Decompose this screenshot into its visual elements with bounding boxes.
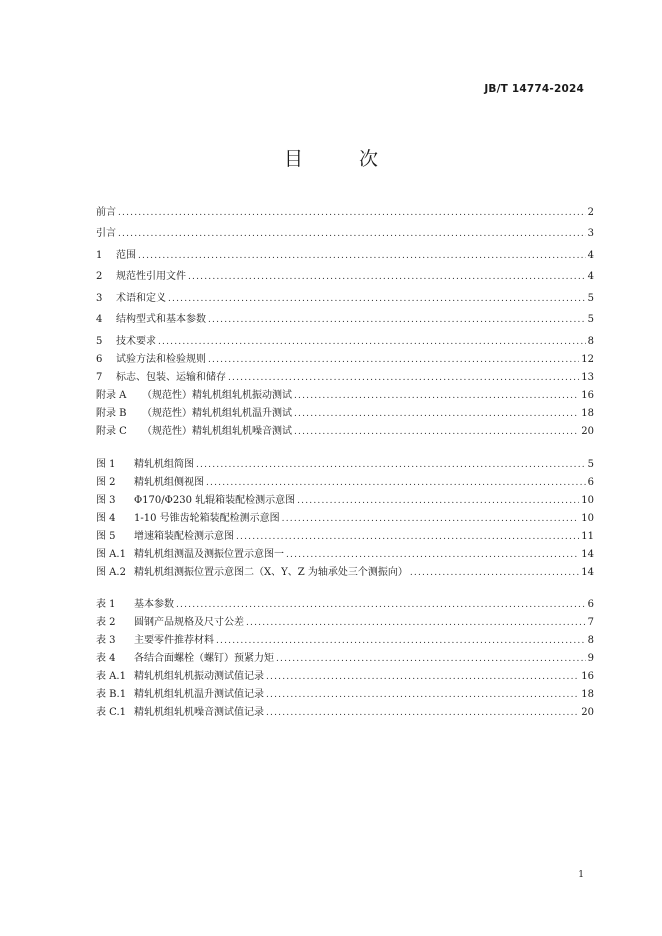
toc-leader-dots bbox=[228, 373, 579, 383]
toc-leader-dots bbox=[208, 355, 579, 365]
toc-entry-page: 3 bbox=[587, 228, 594, 239]
toc-leader-dots bbox=[266, 708, 579, 718]
toc-entry[interactable] bbox=[96, 560, 594, 578]
toc-entry[interactable] bbox=[96, 325, 594, 347]
toc-entry-number: 5 bbox=[96, 335, 103, 347]
toc-entry-number: 图 A.1 bbox=[96, 549, 126, 560]
toc-entry[interactable] bbox=[96, 347, 594, 365]
toc-leader-dots bbox=[158, 337, 586, 347]
toc-entry[interactable] bbox=[96, 261, 594, 283]
toc-entry-label: 精轧机组测振位置示意图二（X、Y、Z 为轴承处三个测振向） bbox=[134, 567, 408, 578]
toc-leader-dots bbox=[208, 315, 586, 325]
toc-entry-page: 4 bbox=[587, 271, 594, 282]
toc-entry[interactable] bbox=[96, 610, 594, 628]
toc-entry[interactable] bbox=[96, 506, 594, 524]
toc-leader-dots bbox=[206, 478, 586, 488]
toc-entry-page: 18 bbox=[581, 407, 594, 419]
toc-entry[interactable] bbox=[96, 365, 594, 383]
toc-leader-dots bbox=[188, 272, 586, 282]
toc-leader-dots bbox=[216, 636, 586, 646]
toc-entry-page: 18 bbox=[581, 689, 594, 700]
toc-entry-number: 表 3 bbox=[96, 635, 116, 646]
toc-leader-dots bbox=[118, 208, 586, 218]
toc-entry-label: 基本参数 bbox=[134, 599, 174, 610]
toc-entry[interactable] bbox=[96, 196, 594, 218]
toc-entry-number: 表 B.1 bbox=[96, 689, 127, 700]
toc-entry-label: 精轧机组侧视图 bbox=[134, 477, 204, 488]
toc-entry-page: 6 bbox=[587, 477, 594, 488]
toc-entry[interactable] bbox=[96, 470, 594, 488]
toc-entry[interactable] bbox=[96, 304, 594, 326]
toc-entry[interactable] bbox=[96, 646, 594, 664]
toc-leader-dots bbox=[294, 391, 579, 401]
toc-entry-label: 规范性引用文件 bbox=[116, 271, 186, 282]
toc-entry-page: 5 bbox=[587, 459, 594, 470]
page-number: 1 bbox=[578, 870, 584, 880]
toc-entry-label: 主要零件推荐材料 bbox=[134, 635, 214, 646]
toc-entry-page: 5 bbox=[587, 314, 594, 325]
toc-leader-dots bbox=[196, 460, 586, 470]
toc-entry-number: 6 bbox=[96, 353, 103, 365]
toc-figures-section bbox=[96, 452, 594, 578]
toc-entry-label: 1-10 号锥齿轮箱装配检测示意图 bbox=[134, 513, 280, 524]
toc-entry-number: 图 3 bbox=[96, 495, 116, 506]
toc-entry-number: 4 bbox=[96, 314, 103, 325]
toc-entry[interactable] bbox=[96, 218, 594, 240]
toc-entry-page: 8 bbox=[587, 635, 594, 646]
toc-entry-number: 图 2 bbox=[96, 477, 116, 488]
toc-entry-label: 精轧机组轧机振动测试值记录 bbox=[134, 671, 264, 682]
toc-entry-number: 附录 C bbox=[96, 425, 127, 437]
toc-entry-page: 9 bbox=[587, 653, 594, 664]
toc-leader-dots bbox=[266, 690, 579, 700]
toc-entry[interactable] bbox=[96, 419, 594, 437]
toc-entry-page: 20 bbox=[581, 425, 594, 437]
toc-entry[interactable] bbox=[96, 682, 594, 700]
toc-entry[interactable] bbox=[96, 628, 594, 646]
toc-leader-dots bbox=[176, 600, 586, 610]
toc-entry-number: 表 4 bbox=[96, 653, 116, 664]
standard-code: JB/T 14774-2024 bbox=[484, 83, 584, 95]
toc-leader-dots bbox=[294, 427, 579, 437]
toc-entry-label: 精轧机组简图 bbox=[134, 459, 194, 470]
toc-entry-label: 精轧机组测温及测振位置示意图一 bbox=[134, 549, 284, 560]
toc-entry-label: 引言 bbox=[96, 228, 116, 239]
toc-entry-label: 各结合面螺栓（螺钉）预紧力矩 bbox=[134, 653, 274, 664]
toc-main-section bbox=[96, 196, 594, 437]
toc-entry-label: 技术要求 bbox=[116, 335, 156, 347]
toc-entry-label: （规范性）精轧机组轧机噪音测试 bbox=[142, 425, 292, 437]
toc-entry-page: 6 bbox=[587, 599, 594, 610]
toc-entry-page: 13 bbox=[581, 371, 594, 383]
toc-leader-dots bbox=[282, 514, 580, 524]
toc-entry-number: 图 4 bbox=[96, 513, 116, 524]
page-title: 目次 bbox=[283, 148, 434, 170]
toc-entry-label: 精轧机组轧机温升测试值记录 bbox=[134, 689, 264, 700]
toc-entry-number: 图 5 bbox=[96, 531, 116, 542]
toc-entry-number: 表 A.1 bbox=[96, 671, 126, 682]
toc-leader-dots bbox=[236, 532, 579, 542]
toc-entry-number: 附录 B bbox=[96, 407, 127, 419]
toc-entry[interactable] bbox=[96, 664, 594, 682]
toc-entry-page: 16 bbox=[581, 671, 594, 682]
toc-entry-label: 范围 bbox=[116, 249, 136, 261]
toc-entry-number: 1 bbox=[96, 249, 103, 261]
toc-entry-label: 术语和定义 bbox=[116, 292, 166, 304]
toc-entry-page: 5 bbox=[587, 292, 594, 304]
toc-entry[interactable] bbox=[96, 401, 594, 419]
toc-entry[interactable] bbox=[96, 488, 594, 506]
toc-entry-page: 10 bbox=[581, 513, 594, 524]
toc-entry[interactable] bbox=[96, 282, 594, 304]
toc-entry-label: 圆钢产品规格及尺寸公差 bbox=[134, 617, 244, 628]
toc-leader-dots bbox=[266, 672, 579, 682]
toc-entry-label: Φ170/Φ230 轧辊箱装配检测示意图 bbox=[134, 495, 296, 506]
toc-leader-dots bbox=[297, 496, 579, 506]
toc-entry-page: 4 bbox=[587, 249, 594, 261]
toc-entry[interactable] bbox=[96, 239, 594, 261]
toc-entry[interactable] bbox=[96, 524, 594, 542]
toc-entry-page: 14 bbox=[581, 549, 594, 560]
toc-entry-number: 2 bbox=[96, 271, 103, 282]
toc-entry-number: 7 bbox=[96, 371, 103, 383]
toc-leader-dots bbox=[246, 618, 586, 628]
toc-leader-dots bbox=[276, 654, 586, 664]
toc-entry-page: 20 bbox=[581, 707, 594, 718]
toc-leader-dots bbox=[286, 550, 579, 560]
toc-leader-dots bbox=[138, 251, 586, 261]
toc-entry-label: 结构型式和基本参数 bbox=[116, 314, 206, 325]
toc-entry-number: 图 1 bbox=[96, 459, 116, 470]
toc-entry-number: 3 bbox=[96, 292, 103, 304]
toc-entry-page: 7 bbox=[587, 617, 594, 628]
toc-leader-dots bbox=[118, 229, 586, 239]
toc-entry-label: 试验方法和检验规则 bbox=[116, 353, 206, 365]
toc-tables-section bbox=[96, 592, 594, 718]
toc-entry-page: 16 bbox=[581, 389, 594, 401]
toc-entry-page: 12 bbox=[581, 353, 594, 365]
toc-entry-number: 附录 A bbox=[96, 389, 127, 401]
toc-entry-number: 表 2 bbox=[96, 617, 116, 628]
toc-entry-page: 14 bbox=[581, 567, 594, 578]
toc-entry-page: 10 bbox=[581, 495, 594, 506]
toc-entry-page: 8 bbox=[587, 335, 594, 347]
toc-entry[interactable] bbox=[96, 383, 594, 401]
toc-leader-dots bbox=[294, 409, 579, 419]
toc-entry-number: 表 1 bbox=[96, 599, 116, 610]
toc-entry-label: 精轧机组轧机噪音测试值记录 bbox=[134, 707, 264, 718]
toc-entry[interactable] bbox=[96, 542, 594, 560]
toc-entry-label: 标志、包装、运输和储存 bbox=[116, 371, 226, 383]
toc-leader-dots bbox=[168, 294, 586, 304]
toc-entry-page: 11 bbox=[581, 531, 594, 542]
toc-entry-label: （规范性）精轧机组轧机振动测试 bbox=[142, 389, 292, 401]
toc-entry-number: 图 A.2 bbox=[96, 567, 126, 578]
toc-entry-page: 2 bbox=[587, 206, 594, 218]
toc-entry-label: 增速箱装配检测示意图 bbox=[134, 531, 234, 542]
toc-leader-dots bbox=[410, 568, 579, 578]
toc-entry[interactable] bbox=[96, 452, 594, 470]
toc-entry[interactable] bbox=[96, 592, 594, 610]
toc-entry-label: （规范性）精轧机组轧机温升测试 bbox=[142, 407, 292, 419]
toc-entry[interactable] bbox=[96, 700, 594, 718]
toc-entry-label: 前言 bbox=[96, 206, 116, 218]
toc-entry-number: 表 C.1 bbox=[96, 707, 127, 718]
